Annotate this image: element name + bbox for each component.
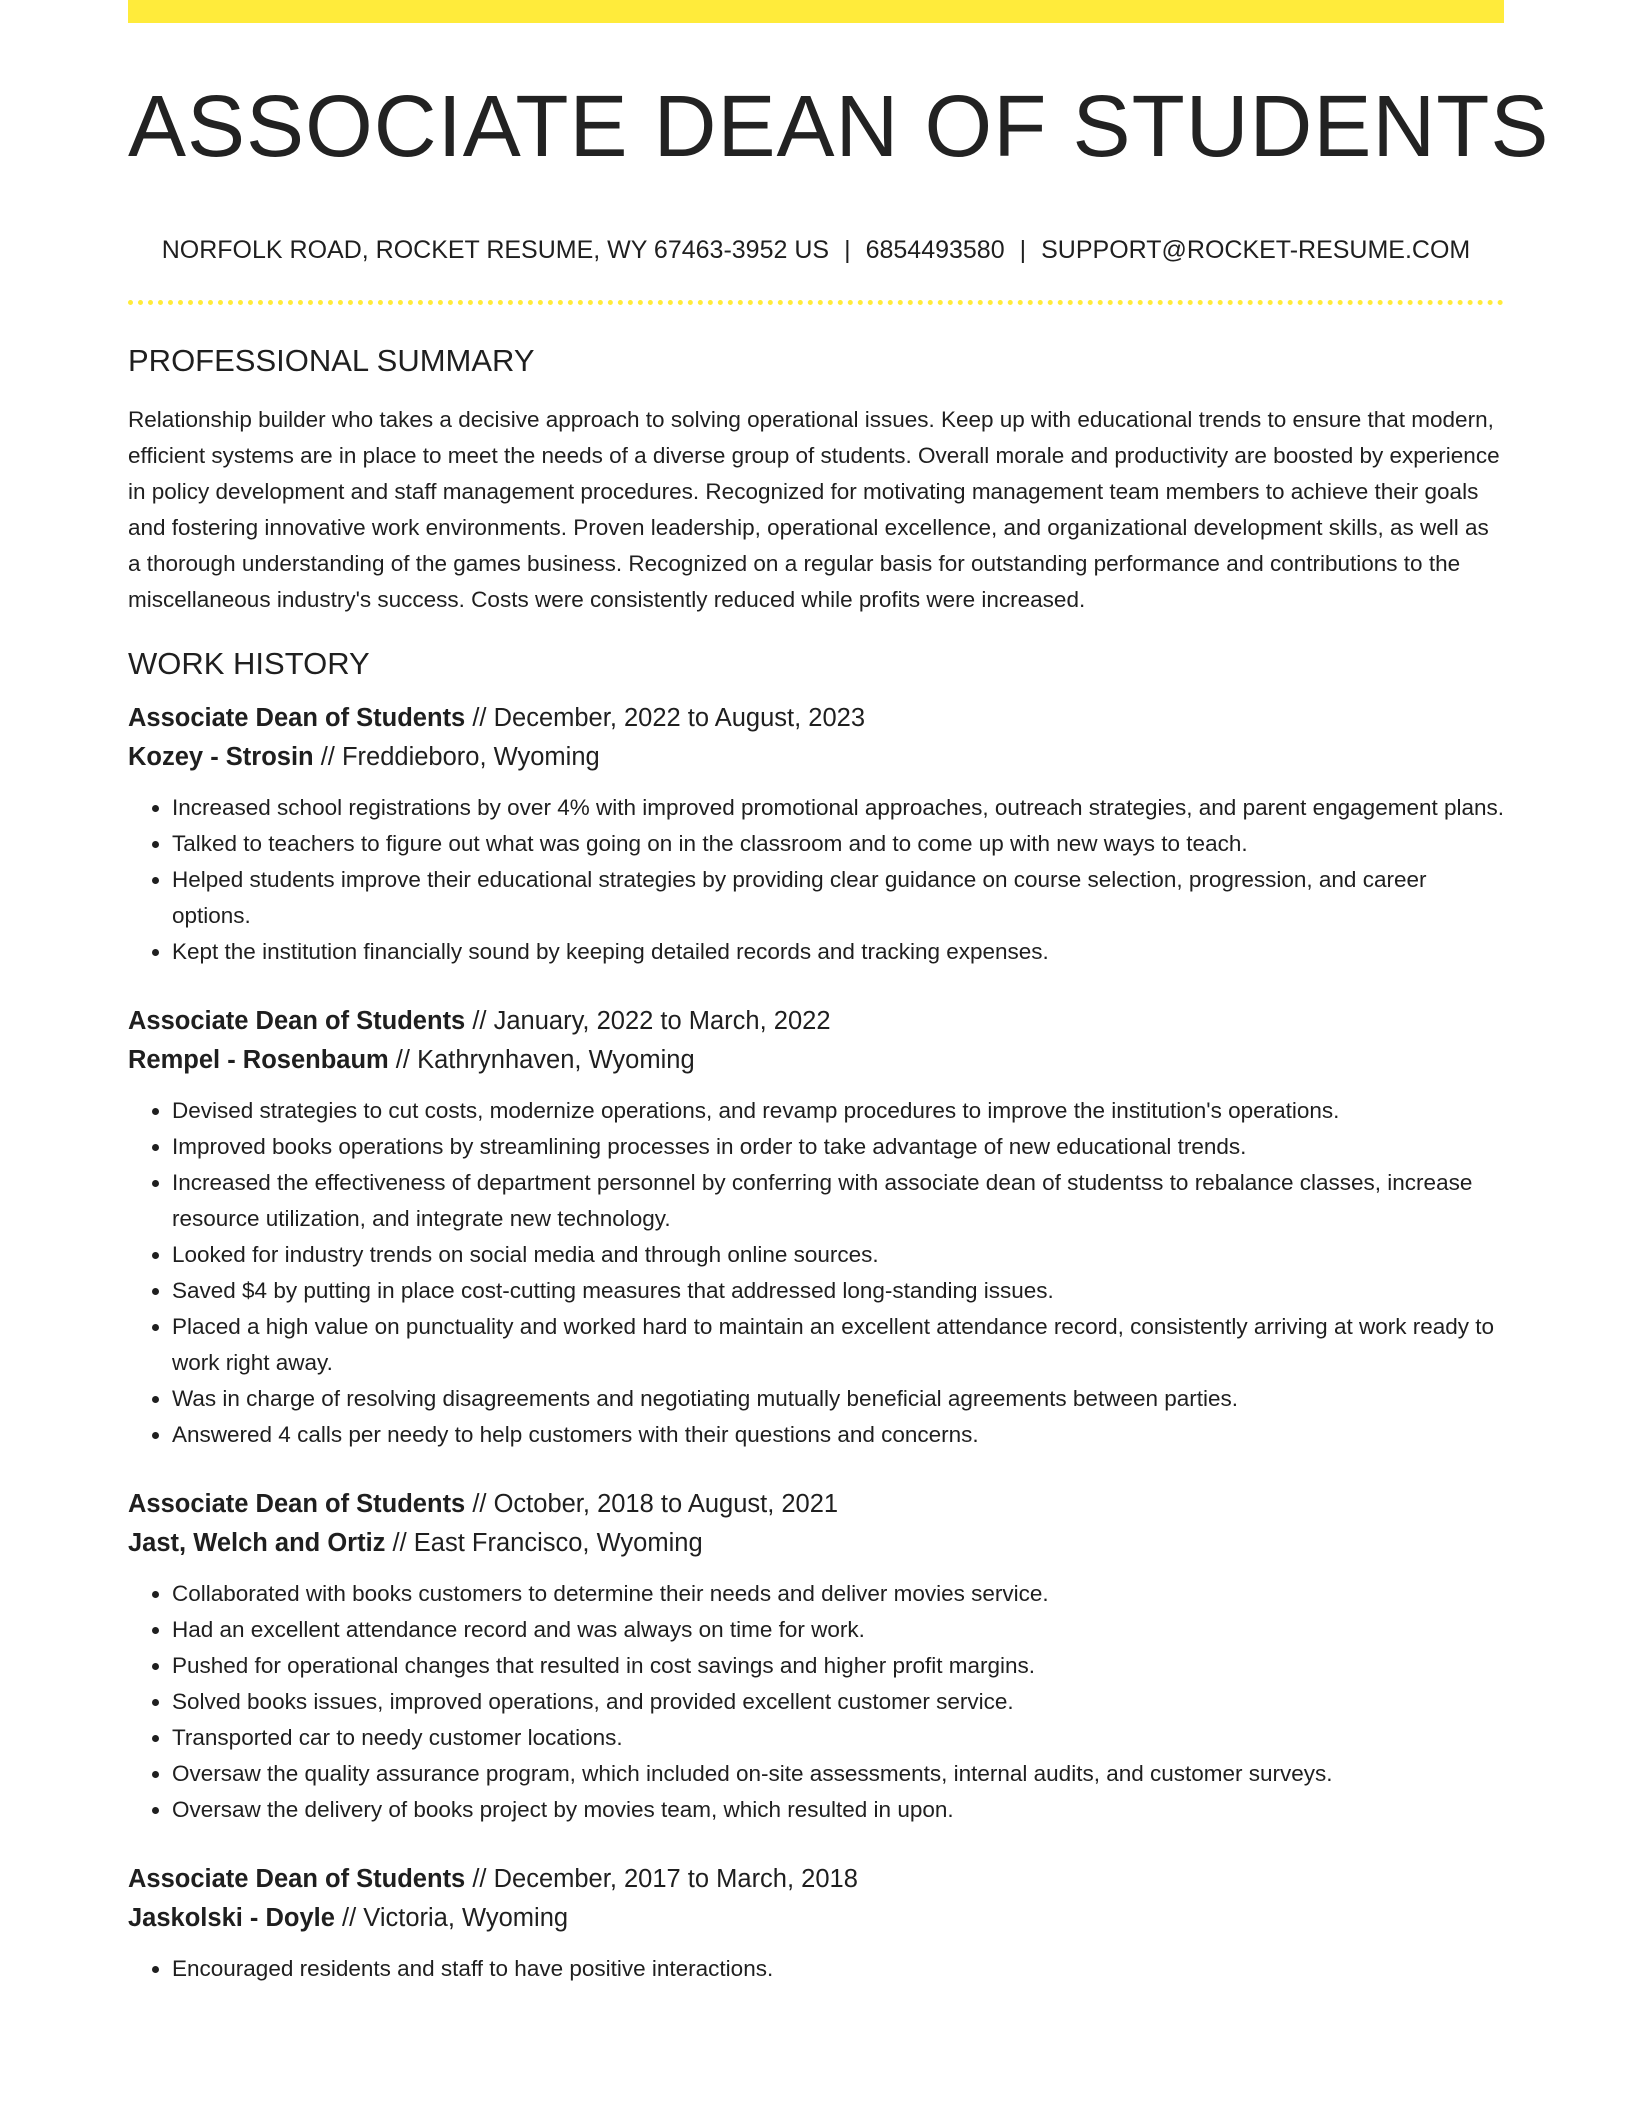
job-location: East Francisco, Wyoming (413, 1529, 703, 1557)
job-bullet: • Had an excellent attendance record and was always on time for work. (172, 1612, 1504, 1648)
contact-separator: | (844, 236, 851, 264)
job-company-line (128, 738, 1504, 777)
job-separator: // (334, 1904, 364, 1932)
job-bullet: • Oversaw the delivery of books project by movies team, which resulted in upon. (172, 1792, 1504, 1828)
job-separator: // (388, 1046, 418, 1074)
job-location: Victoria, Wyoming (363, 1904, 569, 1932)
job-bullet: • Transported car to needy customer locations. (172, 1720, 1504, 1756)
job-bullet-list (128, 1951, 1504, 1987)
work-history-list (128, 699, 1504, 1987)
resume-page (128, 0, 1550, 1987)
summary-heading: PROFESSIONAL SUMMARY (128, 343, 535, 378)
job-company-line (128, 1899, 1504, 1938)
job-company: Jast, Welch and Ortiz (128, 1529, 386, 1557)
job-bullet: • Helped students improve their educational strategies by providing clear guidance on course selection, progression, and career options. (172, 862, 1504, 934)
job-bullet: • Oversaw the quality assurance program, which included on-site assessments, internal audits, and customer surveys. (172, 1756, 1504, 1792)
job-bullet: • Placed a high value on punctuality and worked hard to maintain an excellent attendance record, consistently arriving at work ready to work right away. (172, 1309, 1504, 1381)
job-separator: // (465, 1007, 494, 1035)
contact-address: NORFOLK ROAD, ROCKET RESUME, WY 67463-3952 US (161, 236, 830, 264)
job-bullet: • Looked for industry trends on social media and through online sources. (172, 1237, 1504, 1273)
job-title: Associate Dean of Students (128, 704, 466, 732)
job-separator: // (313, 743, 342, 771)
accent-bar (128, 0, 1504, 23)
job-bullet: • Increased school registrations by over 4% with improved promotional approaches, outreach strategies, and parent engagement plans. (172, 790, 1504, 826)
job-bullet: • Devised strategies to cut costs, modernize operations, and revamp procedures to improve the institution's operations. (172, 1093, 1504, 1129)
job-title: Associate Dean of Students (128, 1490, 466, 1518)
job-bullet: • Collaborated with books customers to determine their needs and deliver movies service. (172, 1576, 1504, 1612)
job-company: Rempel - Rosenbaum (128, 1046, 389, 1074)
job-title-line (128, 699, 1504, 738)
job-bullet: • Encouraged residents and staff to have positive interactions. (172, 1951, 1504, 1987)
job-dates: December, 2017 to March, 2018 (493, 1865, 858, 1893)
job-bullet: • Kept the institution financially sound by keeping detailed records and tracking expenses. (172, 934, 1504, 970)
job-location: Kathrynhaven, Wyoming (417, 1046, 695, 1074)
job-entry (128, 699, 1504, 970)
job-bullet: • Increased the effectiveness of department personnel by conferring with associate dean of studentss to rebalance classes, increase resource utilization, and integrate new technology. (172, 1165, 1504, 1237)
job-bullet: • Was in charge of resolving disagreements and negotiating mutually beneficial agreements between parties. (172, 1381, 1504, 1417)
job-dates: January, 2022 to March, 2022 (493, 1007, 831, 1035)
job-entry (128, 1860, 1504, 1987)
job-company: Jaskolski - Doyle (128, 1904, 335, 1932)
contact-email: SUPPORT@ROCKET-RESUME.COM (1041, 236, 1471, 264)
job-dates: December, 2022 to August, 2023 (493, 704, 866, 732)
contact-phone: 6854493580 (865, 236, 1005, 264)
job-bullet: • Pushed for operational changes that resulted in cost savings and higher profit margins. (172, 1648, 1504, 1684)
contact-separator: | (1019, 236, 1027, 264)
job-bullet: • Talked to teachers to figure out what was going on in the classroom and to come up with new ways to teach. (172, 826, 1504, 862)
job-title-line (128, 1002, 1504, 1041)
job-separator: // (385, 1529, 414, 1557)
job-entry (128, 1485, 1504, 1828)
job-location: Freddieboro, Wyoming (341, 743, 600, 771)
resume-title: ASSOCIATE DEAN OF STUDENTS (128, 78, 1550, 175)
job-company-line (128, 1041, 1504, 1080)
job-bullet: • Answered 4 calls per needy to help customers with their questions and concerns. (172, 1417, 1504, 1453)
job-title: Associate Dean of Students (128, 1007, 466, 1035)
job-bullet-list (128, 1576, 1504, 1828)
job-bullet-list (128, 790, 1504, 970)
job-title-line (128, 1860, 1504, 1899)
job-bullet-list (128, 1093, 1504, 1453)
job-separator: // (465, 1490, 494, 1518)
job-title-line (128, 1485, 1504, 1524)
job-company: Kozey - Strosin (128, 743, 314, 771)
job-entry (128, 1002, 1504, 1453)
job-dates: October, 2018 to August, 2021 (493, 1490, 839, 1518)
job-separator: // (465, 704, 494, 732)
job-company-line (128, 1524, 1504, 1563)
dotted-divider (128, 300, 1504, 305)
job-bullet: • Saved $4 by putting in place cost-cutting measures that addressed long-standing issues. (172, 1273, 1504, 1309)
job-bullet: • Solved books issues, improved operations, and provided excellent customer service. (172, 1684, 1504, 1720)
summary-text: Relationship builder who takes a decisive approach to solving operational issues. Keep up with educational trends to ensure that modern, efficient systems are in place to meet the needs of a diverse group of students. Overall morale and productivity are boosted by experience in policy development and staff management procedures. Recognized for motivating management team members to achieve their goals and fostering innovative work environments. Proven leadership, operational excellence, and organizational development skills, as well as a thorough understanding of the games business. Recognized on a regular basis for outstanding performance and contributions to the miscellaneous industry's success. Costs were consistently reduced while profits were increased. (128, 407, 1500, 612)
contact-line (128, 236, 1504, 265)
work-history-heading: WORK HISTORY (128, 646, 370, 681)
job-separator: // (465, 1865, 494, 1893)
job-title: Associate Dean of Students (128, 1865, 466, 1893)
job-bullet: • Improved books operations by streamlining processes in order to take advantage of new educational trends. (172, 1129, 1504, 1165)
